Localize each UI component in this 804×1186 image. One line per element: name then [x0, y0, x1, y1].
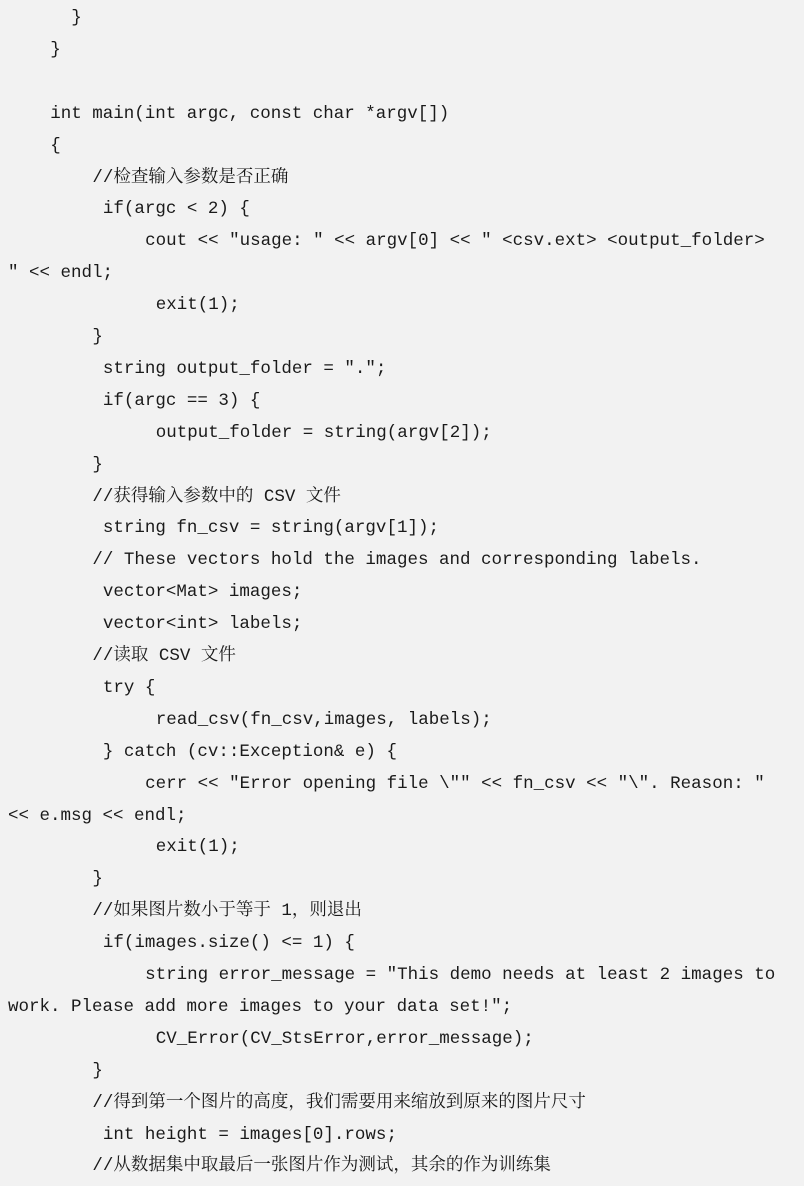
- code-line: vector<int> labels;: [92, 614, 303, 635]
- code-line: " << endl;: [8, 263, 114, 284]
- code-line: } catch (cv::Exception& e) {: [92, 741, 397, 762]
- code-line: work. Please add more images to your data set!";: [8, 996, 513, 1017]
- code-line: int main(int argc, const char *argv[]): [50, 103, 450, 124]
- code-line: output_folder = string(argv[2]);: [155, 422, 492, 443]
- code-line: }: [92, 1060, 103, 1081]
- code-line: exit(1);: [155, 837, 240, 858]
- code-line: string output_folder = ".";: [92, 358, 387, 379]
- code-line: //得到第一个图片的高度，我们需要用来缩放到原来的图片尺寸: [92, 1092, 586, 1113]
- code-line: }: [71, 8, 82, 28]
- code-line: //检查输入参数是否正确: [92, 167, 289, 188]
- code-line: //从数据集中取最后一张图片作为测试，其余的作为训练集: [92, 1156, 551, 1177]
- code-line: string error_message = "This demo needs at least 2 images to: [134, 965, 776, 985]
- code-line: exit(1);: [155, 295, 240, 316]
- code-line: cerr << "Error opening file \"" << fn_csv << "\". Reason: ": [134, 773, 765, 794]
- code-line: << e.msg << endl;: [8, 805, 187, 826]
- code-line: }: [92, 869, 103, 890]
- code-line: //读取 CSV 文件: [92, 646, 236, 666]
- code-line: try {: [92, 677, 156, 698]
- code-line: cout << "usage: " << argv[0] << " <csv.ext> <output_folder>: [134, 231, 765, 252]
- code-line: }: [50, 39, 61, 60]
- code-line: }: [92, 327, 103, 347]
- code-line: {: [50, 135, 61, 156]
- code-line: }: [92, 454, 103, 475]
- code-line: CV_Error(CV_StsError,error_message);: [155, 1028, 534, 1049]
- code-line: //获得输入参数中的 CSV 文件: [92, 486, 341, 507]
- code-line: if(images.size() <= 1) {: [92, 933, 355, 954]
- code-line: // These vectors hold the images and corresponding labels.: [92, 550, 702, 571]
- code-line: string fn_csv = string(argv[1]);: [92, 518, 439, 539]
- code-line: int height = images[0].rows;: [92, 1124, 397, 1145]
- code-line: read_csv(fn_csv,images, labels);: [155, 709, 492, 730]
- code-line: if(argc < 2) {: [92, 199, 250, 220]
- code-line: //如果图片数小于等于 1，则退出: [92, 901, 362, 922]
- code-line: if(argc == 3) {: [92, 390, 261, 411]
- code-line: vector<Mat> images;: [92, 582, 303, 603]
